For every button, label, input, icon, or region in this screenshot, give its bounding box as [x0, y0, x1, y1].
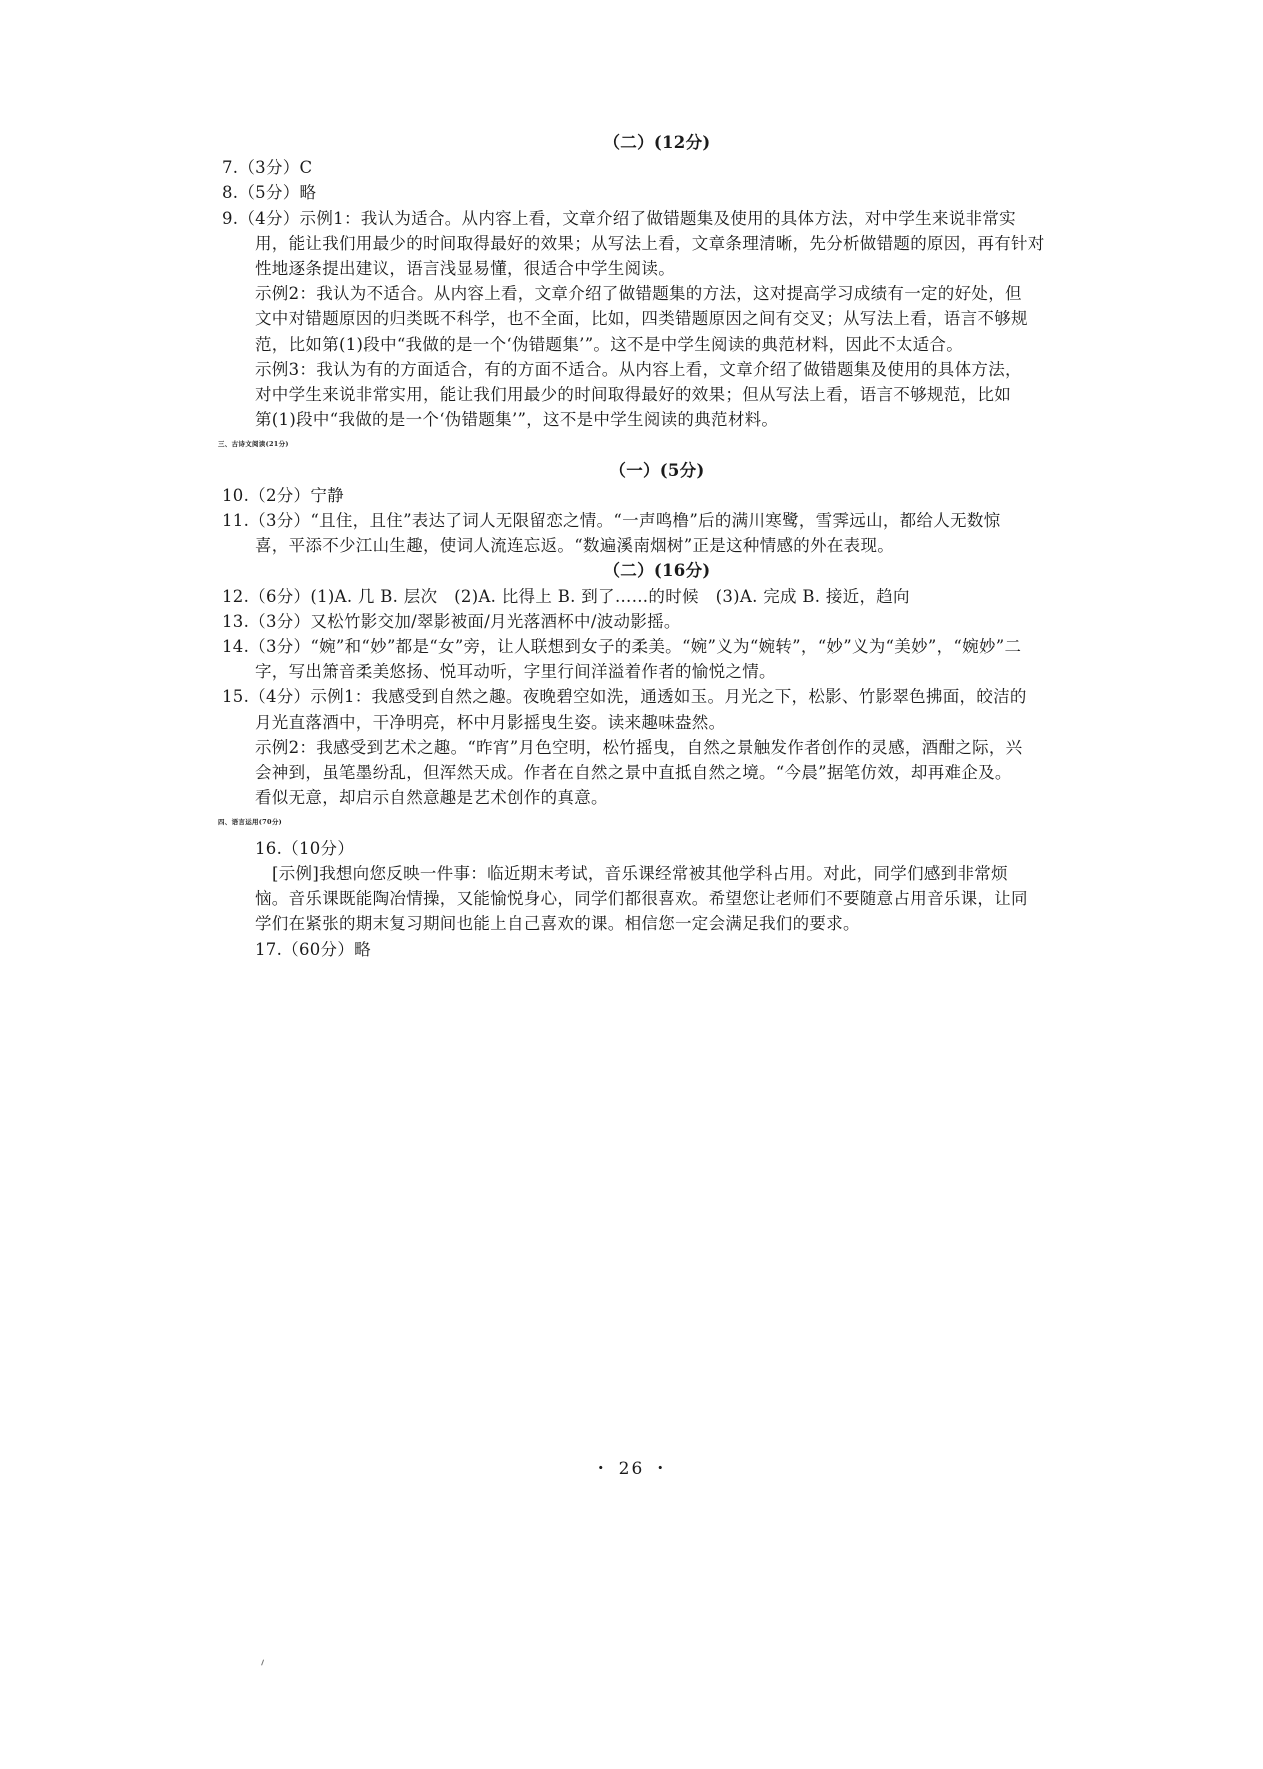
- answer-q10: 10.（2分）宁静: [222, 485, 344, 505]
- answer-content: [218, 130, 1092, 962]
- answer-q9-example2-line1: 示例2：我认为不适合。从内容上看，文章介绍了做错题集的方法，这对提高学习成绩有一定的好处，但: [255, 284, 1022, 304]
- answer-q15-line2: 月光直落酒中，干净明亮，杯中月影摇曳生姿。读来趣味盎然。: [255, 712, 726, 732]
- section2-sub-heading: （二）(12分): [603, 133, 711, 152]
- answer-q9-line2: 用，能让我们用最少的时间取得最好的效果；从写法上看，文章条理清晰，先分析做错题的原因，再有针对: [255, 233, 1045, 253]
- section3-sub-heading-2: （二）(16分): [603, 561, 711, 581]
- answer-q17: 17.（60分）略: [255, 939, 371, 959]
- answer-q8: 8.（5分）略: [222, 183, 317, 203]
- answer-q9-example2-line3: 范，比如第(1)段中“我做的是一个‘伪错题集’”。这不是中学生阅读的典范材料，因此不太适合。: [255, 334, 964, 354]
- answer-q9-example2-line2: 文中对错题原因的归类既不科学，也不全面，比如，四类错题原因之间有交叉；从写法上看，语言不够规: [255, 309, 1028, 329]
- answer-q12: 12.（6分）(1)A. 几 B. 层次 (2)A. 比得上 B. 到了……的时候 (3)A. 完成 B. 接近，趋向: [222, 586, 910, 606]
- answer-q15-example2-line3: 看似无意，却启示自然意趣是艺术创作的真意。: [255, 788, 608, 808]
- answer-q9-example3-line2: 对中学生来说非常实用，能让我们用最少的时间取得最好的效果；但从写法上看，语言不够规范，比如: [255, 385, 1011, 405]
- section3-title: 三、古诗文阅读(21分): [218, 440, 289, 449]
- answer-q16-head: 16.（10分）: [255, 838, 355, 858]
- section4-title: 四、语言运用(70分): [218, 818, 282, 827]
- answer-q16-line3: 学们在紧张的期末复习期间也能上自己喜欢的课。相信您一定会满足我们的要求。: [255, 914, 860, 934]
- answer-q11-line1: 11.（3分）“且住，且住”表达了词人无限留恋之情。“一声鸣橹”后的满川寒鹭，雪霁远山，都给人无数惊: [222, 511, 1001, 531]
- answer-q16-line1: [示例]我想向您反映一件事：临近期末考试，音乐课经常被其他学科占用。对此，同学们感到非常烦: [272, 863, 1008, 883]
- answer-q15-line1: 15.（4分）示例1：我感受到自然之趣。夜晚碧空如洗，通透如玉。月光之下，松影、竹影翠色拂面，皎洁的: [222, 687, 1027, 707]
- page-number: ・ 26 ・: [592, 1459, 671, 1479]
- answer-q16-line2: 恼。音乐课既能陶冶情操，又能愉悦身心，同学们都很喜欢。希望您让老师们不要随意占用音乐课，让同: [255, 889, 1028, 909]
- answer-q13: 13.（3分）又松竹影交加/翠影被面/月光落酒杯中/波动影摇。: [222, 611, 681, 631]
- answer-q11-line2: 喜，平添不少江山生趣，使词人流连忘返。“数遍溪南烟树”正是这种情感的外在表现。: [255, 536, 895, 556]
- answer-q14-line1: 14.（3分）“婉”和“妙”都是“女”旁，让人联想到女子的柔美。“婉”义为“婉转”，“妙”义为“美妙”，“婉妙”二: [222, 637, 1022, 657]
- answer-q14-line2: 字，写出箫音柔美悠扬、悦耳动听，字里行间洋溢着作者的愉悦之情。: [255, 662, 776, 682]
- answer-q7: 7.（3分）C: [222, 158, 313, 178]
- answer-q9-example3-line1: 示例3：我认为有的方面适合，有的方面不适合。从内容上看，文章介绍了做错题集及使用的具体方法，: [255, 359, 1022, 379]
- answer-q15-example2-line2: 会神到，虽笔墨纷乱，但浑然天成。作者在自然之景中直抵自然之境。“今晨”据笔仿效，却再难企及。: [255, 763, 1012, 783]
- answer-q9-line1: 9.（4分）示例1：我认为适合。从内容上看，文章介绍了做错题集及使用的具体方法，对中学生来说非常实: [222, 208, 1016, 228]
- answer-q9-line3: 性地逐条提出建议，语言浅显易懂，很适合中学生阅读。: [255, 259, 675, 279]
- section3-sub-heading-1: （一）(5分): [609, 460, 705, 480]
- answer-q15-example2-line1: 示例2：我感受到艺术之趣。“昨宵”月色空明，松竹摇曳，自然之景触发作者创作的灵感，酒酣之际，兴: [255, 737, 1023, 757]
- answer-q9-example3-line3: 第(1)段中“我做的是一个‘伪错题集’”，这不是中学生阅读的典范材料。: [255, 410, 779, 430]
- scan-speck: [261, 1659, 267, 1666]
